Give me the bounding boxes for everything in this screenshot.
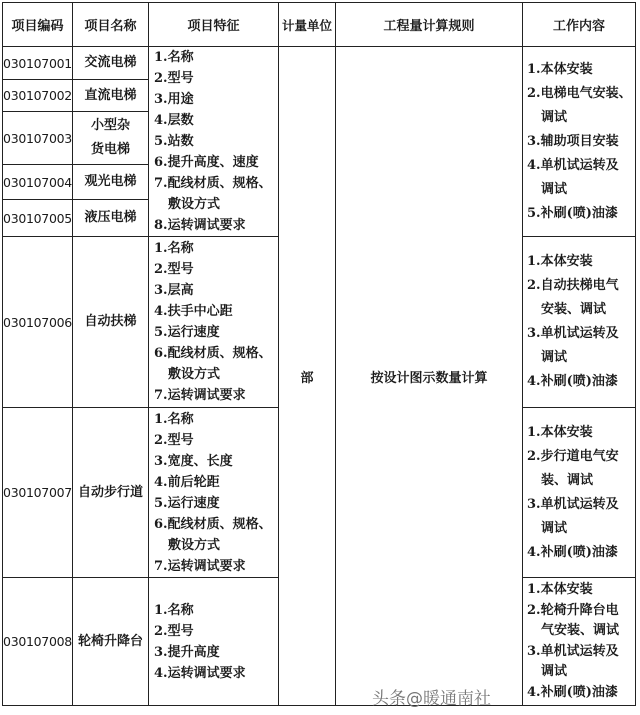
feature-line: 2.型号 bbox=[154, 262, 194, 277]
header-unit: 计量单位 bbox=[279, 3, 336, 47]
work-line: 调试 bbox=[541, 664, 568, 679]
work-line: 调试 bbox=[541, 109, 568, 125]
work-line: 气安装、调试 bbox=[541, 623, 620, 638]
feature-line: 7.运转调试要求 bbox=[154, 388, 246, 403]
item-name: 直流电梯 bbox=[73, 80, 149, 112]
work-line: 2.电梯电气安装、 bbox=[527, 85, 632, 101]
work-content bbox=[523, 47, 636, 237]
work-content bbox=[523, 237, 636, 408]
item-name: 自动步行道 bbox=[73, 408, 149, 578]
feature-line: 6.配线材质、规格、 bbox=[154, 346, 272, 361]
work-line: 4.补刷(喷)油漆 bbox=[527, 684, 618, 700]
elevator-bill-table bbox=[2, 2, 636, 706]
item-code: 030107005 bbox=[3, 200, 73, 237]
unit-cell bbox=[279, 47, 336, 706]
feature-line: 敷设方式 bbox=[168, 197, 221, 212]
work-line: 调试 bbox=[541, 520, 568, 536]
feature-line: 3.提升高度 bbox=[154, 644, 220, 660]
item-code: 030107002 bbox=[3, 80, 73, 112]
feature-line: 2.型号 bbox=[154, 71, 194, 86]
work-line: 1.本体安装 bbox=[527, 61, 593, 77]
work-line: 1.本体安装 bbox=[527, 582, 593, 597]
feature-line: 4.层数 bbox=[154, 113, 194, 128]
item-code: 030107007 bbox=[3, 408, 73, 578]
header-features: 项目特征 bbox=[149, 3, 279, 47]
item-name: 观光电梯 bbox=[73, 165, 149, 200]
item-code: 030107004 bbox=[3, 165, 73, 200]
work-line: 3.单机试运转及 bbox=[527, 643, 619, 659]
item-code: 030107003 bbox=[3, 112, 73, 165]
item-features bbox=[149, 47, 279, 237]
feature-line: 5.运行速度 bbox=[154, 325, 220, 340]
item-code: 030107006 bbox=[3, 237, 73, 408]
work-line: 1.本体安装 bbox=[527, 254, 593, 269]
feature-line: 2.型号 bbox=[154, 432, 194, 448]
feature-line: 4.扶手中心距 bbox=[154, 304, 233, 319]
feature-line: 5.运行速度 bbox=[154, 495, 220, 511]
feature-line: 2.型号 bbox=[154, 623, 194, 639]
header-row bbox=[3, 3, 636, 47]
feature-line: 敷设方式 bbox=[168, 367, 221, 382]
feature-line: 4.前后轮距 bbox=[154, 474, 220, 490]
header-rule: 工程量计算规则 bbox=[336, 3, 523, 47]
work-line: 2.步行道电气安 bbox=[527, 448, 619, 464]
work-line: 5.补刷(喷)油漆 bbox=[527, 205, 618, 221]
work-line: 调试 bbox=[541, 350, 568, 365]
work-content bbox=[523, 578, 636, 706]
item-name: 小型杂货电梯 bbox=[73, 112, 149, 165]
header-name: 项目名称 bbox=[73, 3, 149, 47]
work-line: 2.轮椅升降台电 bbox=[527, 602, 619, 618]
work-line: 3.单机试运转及 bbox=[527, 326, 619, 341]
watermark: 头条@暖通南社 bbox=[372, 689, 491, 709]
header-code: 项目编码 bbox=[3, 3, 73, 47]
feature-line: 6.提升高度、速度 bbox=[154, 155, 259, 170]
item-name: 轮椅升降台 bbox=[73, 578, 149, 706]
item-features bbox=[149, 408, 279, 578]
item-name: 交流电梯 bbox=[73, 47, 149, 80]
feature-line: 1.名称 bbox=[154, 602, 194, 618]
work-line: 4.单机试运转及 bbox=[527, 157, 619, 173]
rule: 按设计图示数量计算 bbox=[370, 370, 488, 386]
feature-line: 4.运转调试要求 bbox=[154, 665, 246, 681]
feature-line: 7.配线材质、规格、 bbox=[154, 176, 272, 191]
feature-line: 5.站数 bbox=[154, 134, 194, 149]
feature-line: 3.层高 bbox=[154, 283, 194, 298]
feature-line: 3.用途 bbox=[154, 92, 194, 107]
work-line: 3.单机试运转及 bbox=[527, 496, 619, 512]
item-name: 自动扶梯 bbox=[73, 237, 149, 408]
unit: 部 bbox=[300, 370, 314, 386]
item-code: 030107008 bbox=[3, 578, 73, 706]
feature-line: 敷设方式 bbox=[168, 537, 221, 553]
work-line: 装、调试 bbox=[541, 472, 594, 488]
item-features bbox=[149, 578, 279, 706]
work-line: 调试 bbox=[541, 181, 568, 197]
item-code: 030107001 bbox=[3, 47, 73, 80]
work-line: 1.本体安装 bbox=[527, 424, 593, 440]
feature-line: 6.配线材质、规格、 bbox=[154, 516, 272, 532]
feature-line: 1.名称 bbox=[154, 241, 194, 256]
header-work: 工作内容 bbox=[523, 3, 636, 47]
feature-line: 8.运转调试要求 bbox=[154, 218, 246, 233]
feature-line: 3.宽度、长度 bbox=[154, 453, 233, 469]
work-line: 4.补刷(喷)油漆 bbox=[527, 374, 618, 389]
item-name: 液压电梯 bbox=[73, 200, 149, 237]
item-features bbox=[149, 237, 279, 408]
work-line: 4.补刷(喷)油漆 bbox=[527, 544, 618, 560]
rule-cell bbox=[336, 47, 523, 706]
feature-line: 1.名称 bbox=[154, 50, 194, 65]
work-content bbox=[523, 408, 636, 578]
work-line: 3.辅助项目安装 bbox=[527, 133, 619, 149]
work-line: 安装、调试 bbox=[541, 302, 607, 317]
feature-line: 7.运转调试要求 bbox=[154, 558, 246, 574]
work-line: 2.自动扶梯电气 bbox=[527, 278, 619, 293]
feature-line: 1.名称 bbox=[154, 411, 194, 427]
table-row bbox=[3, 47, 636, 80]
